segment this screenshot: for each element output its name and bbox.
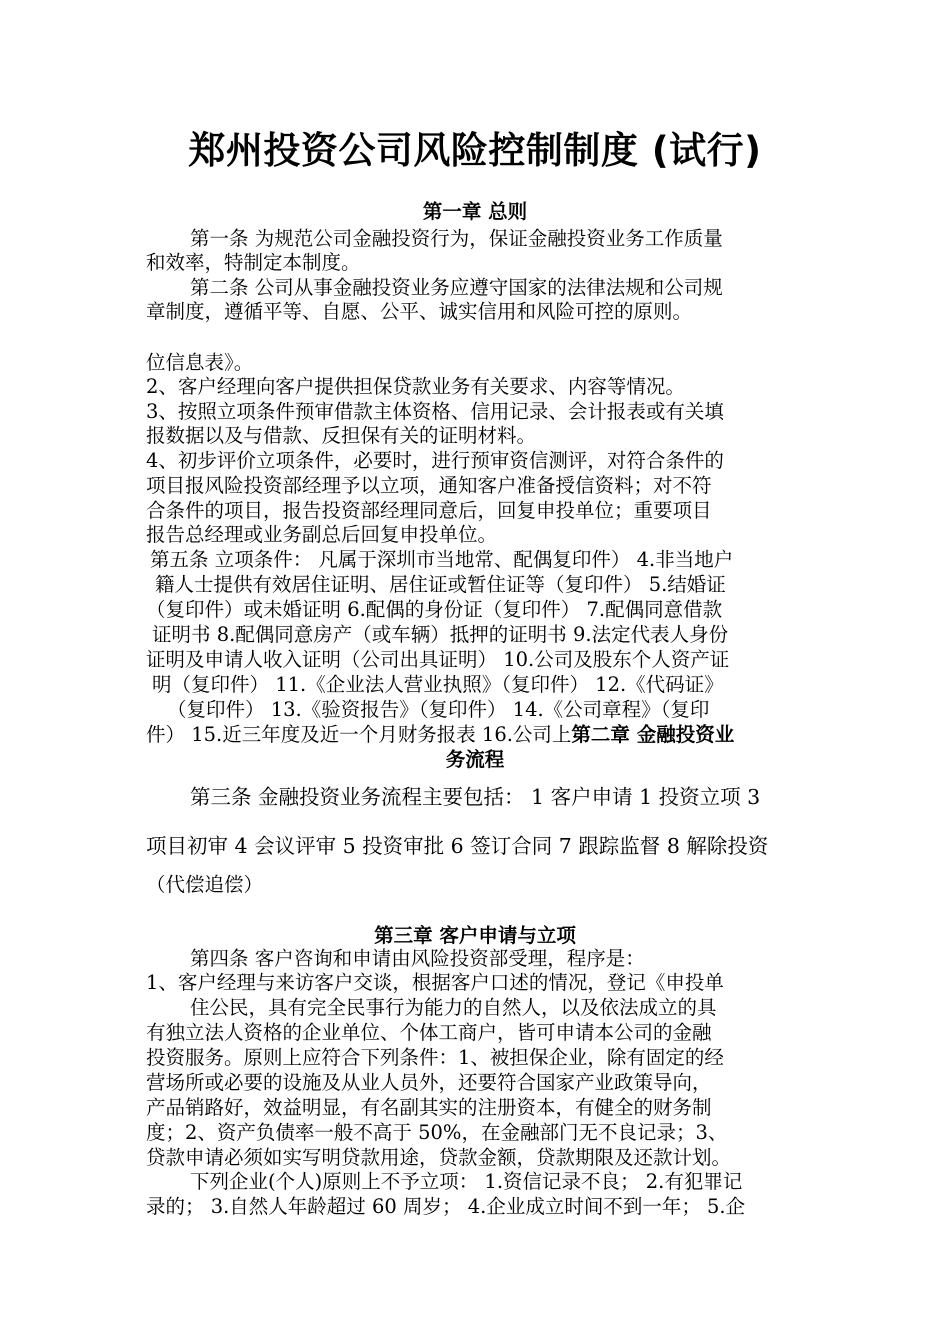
paragraph-line: 第一条 为规范公司金融投资行为，保证金融投资业务工作质量 xyxy=(190,227,723,250)
paragraph-line: 章制度，遵循平等、自愿、公平、诚实信用和风险可控的原则。 xyxy=(146,300,693,323)
paragraph-line: 和效率，特制定本制度。 xyxy=(146,251,361,274)
paragraph-line: 贷款申请必须如实写明贷款用途，贷款金额，贷款期限及还款计划。 xyxy=(146,1146,732,1169)
paragraph-line: 录的； 3.自然人年龄超过 60 周岁； 4.企业成立时间不到一年； 5.企 xyxy=(146,1195,746,1218)
paragraph-line: 位信息表》。 xyxy=(146,351,254,374)
paragraph-line: （代偿追偿） xyxy=(146,873,264,896)
paragraph-line: 有独立法人资格的企业单位、个体工商户，皆可申请本公司的金融 xyxy=(146,1021,712,1044)
paragraph-line: 1、客户经理与来访客户交谈，根据客户口述的情况，登记《申投单 xyxy=(146,971,724,994)
paragraph-line: 3、按照立项条件预审借款主体资格、信用记录、会计报表或有关填 xyxy=(146,400,724,423)
chapter-2-heading-part2: 务流程 xyxy=(445,748,505,771)
paragraph-line: 第二条 公司从事金融投资业务应遵守国家的法律法规和公司规 xyxy=(190,276,723,299)
paragraph-line: 证明书 8.配偶同意房产（或车辆）抵押的证明书 9.法定代表人身份 xyxy=(152,623,729,646)
paragraph-line: 项目初审 4 会议评审 5 投资审批 6 签订合同 7 跟踪监督 8 解除投资 xyxy=(146,834,769,858)
paragraph-line: （复印件） 13.《验资报告》（复印件） 14.《公司章程》（复印 xyxy=(167,698,710,721)
paragraph-line: （复印件）或未婚证明 6.配偶的身份证（复印件） 7.配偶同意借款 xyxy=(146,598,723,621)
paragraph-line: 营场所或必要的设施及从业人员外，还要符合国家产业政策导向， xyxy=(146,1071,712,1094)
paragraph-line: 住公民，具有完全民事行为能力的自然人，以及依法成立的具 xyxy=(190,996,717,1019)
paragraph-line: 报告总经理或业务副总后回复申投单位。 xyxy=(146,523,498,546)
paragraph-line: 投资服务。原则上应符合下列条件：1、被担保企业，除有固定的经 xyxy=(146,1046,724,1069)
paragraph-line: 第五条 立项条件： 凡属于深圳市当地常、配偶复印件） 4.非当地户 xyxy=(150,548,734,571)
paragraph-line: 合条件的项目，报告投资部经理同意后，回复申投单位；重要项目 xyxy=(146,499,712,522)
document-title: 郑州投资公司风险控制制度 (试行) xyxy=(188,129,762,172)
chapter-1-heading: 第一章 总则 xyxy=(422,200,528,223)
paragraph-line: 第三条 金融投资业务流程主要包括： 1 客户申请 1 投资立项 3 xyxy=(190,785,761,809)
paragraph-line xyxy=(146,722,734,748)
paragraph-line: 第四条 客户咨询和申请由风险投资部受理，程序是： xyxy=(190,947,645,970)
chapter-3-heading: 第三章 客户申请与立项 xyxy=(374,924,576,947)
paragraph-line: 籍人士提供有效居住证明、居住证或暂住证等（复印件） 5.结婚证 xyxy=(155,573,726,596)
paragraph-line: 下列企业(个人)原则上不予立项： 1.资信记录不良； 2.有犯罪记 xyxy=(190,1170,743,1193)
paragraph-line: 4、初步评价立项条件，必要时，进行预审资信测评，对符合条件的 xyxy=(146,449,724,472)
paragraph-line: 证明及申请人收入证明（公司出具证明） 10.公司及股东个人资产证 xyxy=(146,648,730,671)
paragraph-line: 度；2、资产负债率一般不高于 50%，在金融部门无不良记录；3、 xyxy=(146,1121,728,1144)
paragraph-line-text: 件） 15.近三年度及近一个月财务报表 16.公司上 xyxy=(146,723,572,746)
chapter-2-heading-part1: 第二章 金融投资业 xyxy=(571,723,735,746)
paragraph-line: 2、客户经理向客户提供担保贷款业务有关要求、内容等情况。 xyxy=(146,375,685,398)
paragraph-line: 明（复印件） 11.《企业法人营业执照》（复印件） 12.《代码证》 xyxy=(152,673,724,696)
paragraph-line: 报数据以及与借款、反担保有关的证明材料。 xyxy=(146,424,537,447)
paragraph-line: 产品销路好，效益明显，有名副其实的注册资本，有健全的财务制 xyxy=(146,1096,712,1119)
paragraph-line: 项目报风险投资部经理予以立项，通知客户准备授信资料；对不符 xyxy=(146,474,712,497)
